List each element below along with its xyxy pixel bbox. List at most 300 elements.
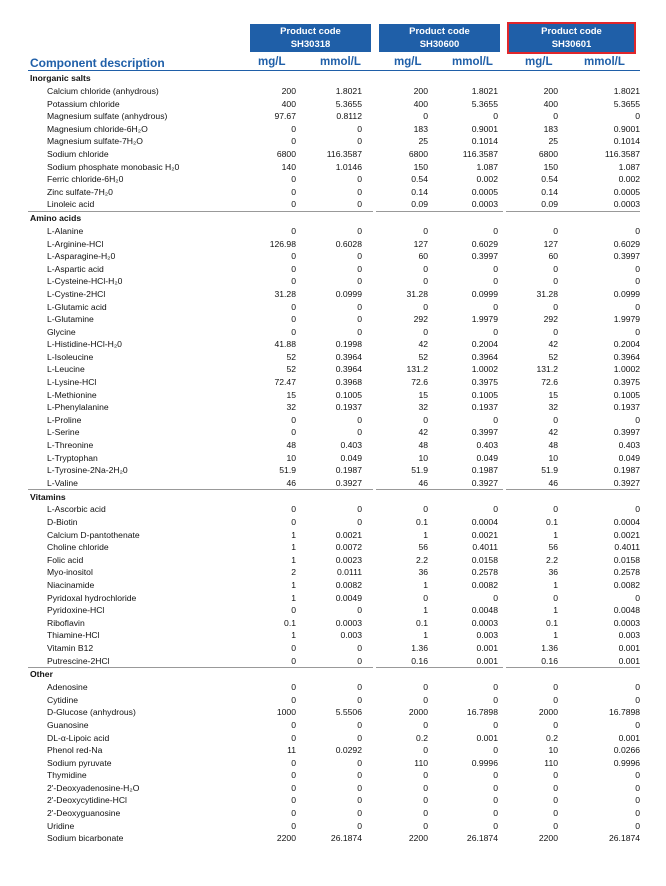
table-row bbox=[28, 238, 640, 251]
value-mmol-per-l: 0.3975 bbox=[613, 377, 641, 388]
value-mg-per-l: 0 bbox=[423, 745, 428, 756]
value-mg-per-l: 0.16 bbox=[411, 655, 428, 666]
value-mg-per-l: 0 bbox=[291, 225, 296, 236]
value-mmol-per-l: 0.0021 bbox=[335, 529, 362, 540]
value-mg-per-l: 72.6 bbox=[541, 377, 558, 388]
value-mmol-per-l: 1.087 bbox=[618, 161, 641, 172]
table-row bbox=[28, 769, 640, 782]
value-mmol-per-l: 0.3968 bbox=[335, 377, 362, 388]
value-mg-per-l: 1 bbox=[423, 579, 428, 590]
value-mg-per-l: 0.1 bbox=[416, 517, 428, 527]
section-header-row bbox=[28, 211, 640, 225]
value-mg-per-l: 0 bbox=[291, 123, 296, 134]
table-row bbox=[28, 757, 640, 770]
value-mg-per-l: 0 bbox=[423, 795, 428, 806]
value-mmol-per-l: 0.0082 bbox=[335, 579, 362, 590]
value-mg-per-l: 52 bbox=[286, 364, 296, 375]
value-mg-per-l: 6800 bbox=[538, 148, 558, 159]
value-mmol-per-l: 0.6028 bbox=[335, 238, 362, 249]
value-mg-per-l: 41.88 bbox=[274, 339, 296, 350]
component-name: L-Histidine-HCl-H₂0 bbox=[47, 339, 122, 350]
value-mmol-per-l: 0.1005 bbox=[335, 389, 362, 400]
value-mg-per-l: 10 bbox=[548, 452, 558, 463]
component-name: Guanosine bbox=[47, 719, 89, 730]
value-mmol-per-l: 0.049 bbox=[476, 452, 498, 463]
component-name: L-Aspartic acid bbox=[47, 263, 104, 274]
value-mmol-per-l: 0.8112 bbox=[336, 111, 362, 122]
value-mg-per-l: 1 bbox=[291, 554, 296, 565]
value-mg-per-l: 0.54 bbox=[411, 174, 428, 185]
table-row bbox=[28, 706, 640, 719]
value-mg-per-l: 0 bbox=[291, 732, 296, 743]
value-mg-per-l: 25 bbox=[548, 136, 558, 147]
section-header-row bbox=[28, 490, 640, 504]
value-mg-per-l: 72.47 bbox=[274, 377, 296, 388]
table-row bbox=[28, 604, 640, 617]
product-header-3-code: SH30601 bbox=[551, 38, 592, 50]
value-mg-per-l: 6800 bbox=[408, 148, 428, 159]
value-mg-per-l: 31.28 bbox=[406, 288, 428, 299]
table-row bbox=[28, 288, 640, 301]
value-mmol-per-l: 1.0002 bbox=[613, 364, 641, 375]
value-mg-per-l: 1000 bbox=[276, 707, 296, 718]
value-mg-per-l: 25 bbox=[418, 136, 428, 147]
component-name: Thymidine bbox=[47, 770, 87, 781]
value-mg-per-l: 6800 bbox=[276, 148, 296, 159]
value-mg-per-l: 31.28 bbox=[536, 288, 558, 299]
value-mg-per-l: 0 bbox=[423, 782, 428, 793]
table-row bbox=[28, 529, 640, 542]
value-mg-per-l: 0 bbox=[423, 820, 428, 831]
value-mg-per-l: 0 bbox=[423, 276, 428, 287]
product-header-2-code: SH30600 bbox=[419, 38, 460, 50]
value-mmol-per-l: 26.1874 bbox=[609, 833, 641, 844]
value-mmol-per-l: 0 bbox=[493, 592, 498, 603]
value-mmol-per-l: 0 bbox=[635, 719, 641, 730]
value-mmol-per-l: 0.002 bbox=[476, 174, 498, 185]
component-name: L-Arginine-HCl bbox=[47, 238, 104, 249]
value-mmol-per-l: 0.0999 bbox=[335, 288, 362, 299]
component-name: DL-α-Lipoic acid bbox=[47, 732, 110, 743]
component-name: L-Methionine bbox=[47, 389, 97, 400]
value-mg-per-l: 0.1 bbox=[284, 617, 296, 628]
value-mmol-per-l: 0 bbox=[493, 682, 498, 693]
unit-mmol-2: mmol/L bbox=[452, 56, 493, 68]
value-mmol-per-l: 0.1005 bbox=[471, 389, 498, 400]
table-row bbox=[28, 389, 640, 402]
product-header-1 bbox=[250, 24, 371, 52]
value-mmol-per-l: 0.0158 bbox=[613, 554, 641, 565]
value-mmol-per-l: 0 bbox=[493, 326, 498, 337]
value-mg-per-l: 97.67 bbox=[274, 111, 296, 122]
value-mmol-per-l: 0.2004 bbox=[471, 339, 498, 350]
value-mmol-per-l: 0.0021 bbox=[471, 529, 498, 540]
value-mmol-per-l: 0 bbox=[493, 504, 498, 515]
value-mmol-per-l: 0 bbox=[635, 682, 641, 693]
table-row bbox=[28, 477, 640, 490]
value-mg-per-l: 0 bbox=[423, 504, 428, 515]
value-mg-per-l: 15 bbox=[418, 389, 428, 400]
value-mmol-per-l: 0 bbox=[635, 326, 641, 337]
column-separator bbox=[503, 72, 506, 862]
value-mg-per-l: 0 bbox=[291, 770, 296, 781]
value-mmol-per-l: 0.4011 bbox=[472, 542, 498, 553]
value-mmol-per-l: 0.0003 bbox=[471, 617, 498, 628]
value-mmol-per-l: 0.9996 bbox=[613, 757, 641, 768]
value-mmol-per-l: 26.1874 bbox=[466, 833, 498, 844]
value-mg-per-l: 48 bbox=[418, 440, 428, 451]
value-mmol-per-l: 1.8021 bbox=[613, 86, 641, 96]
value-mg-per-l: 32 bbox=[548, 402, 558, 413]
value-mmol-per-l: 0 bbox=[357, 655, 362, 666]
table-row bbox=[28, 464, 640, 477]
value-mg-per-l: 0 bbox=[291, 795, 296, 806]
value-mmol-per-l: 0.001 bbox=[476, 642, 498, 653]
component-name: Linoleic acid bbox=[47, 199, 95, 210]
value-mmol-per-l: 0.6029 bbox=[471, 238, 498, 249]
section-title: Amino acids bbox=[28, 211, 640, 225]
value-mmol-per-l: 0.0004 bbox=[471, 517, 498, 527]
unit-mmol-1: mmol/L bbox=[320, 56, 361, 68]
component-name: Riboflavin bbox=[47, 617, 85, 628]
value-mg-per-l: 0 bbox=[553, 263, 558, 274]
value-mmol-per-l: 0 bbox=[357, 820, 362, 831]
value-mg-per-l: 0.09 bbox=[411, 199, 428, 210]
value-mg-per-l: 31.28 bbox=[274, 288, 296, 299]
value-mg-per-l: 292 bbox=[413, 314, 428, 325]
value-mmol-per-l: 0 bbox=[493, 795, 498, 806]
value-mmol-per-l: 0.0003 bbox=[335, 617, 362, 628]
table-row bbox=[28, 426, 640, 439]
value-mmol-per-l: 0 bbox=[493, 276, 498, 287]
value-mg-per-l: 0 bbox=[553, 592, 558, 603]
value-mg-per-l: 0 bbox=[291, 655, 296, 666]
value-mmol-per-l: 0.1987 bbox=[471, 465, 498, 476]
value-mmol-per-l: 16.7898 bbox=[609, 707, 641, 718]
value-mmol-per-l: 0 bbox=[357, 186, 362, 197]
value-mg-per-l: 0 bbox=[553, 301, 558, 312]
table-row bbox=[28, 363, 640, 376]
value-mg-per-l: 0 bbox=[423, 225, 428, 236]
table-row bbox=[28, 694, 640, 707]
table-row bbox=[28, 794, 640, 807]
value-mg-per-l: 51.9 bbox=[411, 465, 428, 476]
value-mg-per-l: 0.14 bbox=[541, 186, 558, 197]
value-mg-per-l: 1 bbox=[423, 605, 428, 616]
value-mg-per-l: 11 bbox=[287, 745, 296, 756]
composition-table-body bbox=[28, 72, 640, 845]
component-name: L-Tyrosine-2Na-2H₂0 bbox=[47, 465, 128, 476]
component-name: Uridine bbox=[47, 820, 75, 831]
value-mmol-per-l: 0.002 bbox=[618, 174, 641, 185]
table-row bbox=[28, 250, 640, 263]
value-mmol-per-l: 0 bbox=[635, 808, 641, 819]
value-mg-per-l: 2000 bbox=[538, 707, 558, 718]
value-mmol-per-l: 0 bbox=[635, 111, 641, 122]
value-mg-per-l: 0 bbox=[423, 694, 428, 705]
table-row bbox=[28, 135, 640, 148]
table-row bbox=[28, 85, 640, 98]
value-mmol-per-l: 0.2578 bbox=[471, 567, 498, 578]
value-mg-per-l: 10 bbox=[418, 452, 428, 463]
value-mg-per-l: 1 bbox=[553, 579, 558, 590]
value-mg-per-l: 126.98 bbox=[269, 238, 296, 249]
value-mg-per-l: 2200 bbox=[538, 833, 558, 844]
value-mg-per-l: 0.1 bbox=[546, 617, 558, 628]
value-mmol-per-l: 0.0999 bbox=[613, 288, 641, 299]
value-mmol-per-l: 0 bbox=[493, 225, 498, 236]
value-mmol-per-l: 0 bbox=[357, 605, 362, 616]
value-mmol-per-l: 0.0023 bbox=[335, 554, 362, 565]
component-name: L-Ascorbic acid bbox=[47, 504, 106, 515]
value-mg-per-l: 1 bbox=[291, 592, 296, 603]
value-mmol-per-l: 0 bbox=[635, 504, 641, 515]
value-mg-per-l: 110 bbox=[544, 757, 558, 768]
value-mg-per-l: 0 bbox=[291, 251, 296, 262]
value-mg-per-l: 0 bbox=[553, 820, 558, 831]
table-row bbox=[28, 503, 640, 516]
component-name: Thiamine-HCl bbox=[47, 630, 100, 641]
value-mg-per-l: 42 bbox=[418, 339, 428, 350]
component-name: Sodium phosphate monobasic H₂0 bbox=[47, 161, 180, 172]
value-mmol-per-l: 116.3587 bbox=[326, 148, 362, 159]
value-mmol-per-l: 0.403 bbox=[618, 440, 641, 451]
value-mmol-per-l: 0.0005 bbox=[613, 186, 641, 197]
table-row bbox=[28, 401, 640, 414]
value-mmol-per-l: 0.403 bbox=[476, 440, 498, 451]
value-mg-per-l: 56 bbox=[418, 542, 428, 553]
value-mg-per-l: 0.09 bbox=[541, 199, 558, 210]
value-mmol-per-l: 0.0004 bbox=[613, 517, 641, 527]
table-row bbox=[28, 376, 640, 389]
component-name: Adenosine bbox=[47, 682, 88, 693]
table-row bbox=[28, 554, 640, 567]
component-name: D-Biotin bbox=[47, 517, 78, 527]
value-mmol-per-l: 0.4011 bbox=[614, 542, 641, 553]
column-separator bbox=[373, 72, 376, 862]
component-name: Sodium pyruvate bbox=[47, 757, 112, 768]
value-mg-per-l: 2 bbox=[291, 567, 296, 578]
value-mmol-per-l: 0.0005 bbox=[471, 186, 498, 197]
value-mg-per-l: 15 bbox=[286, 389, 296, 400]
value-mg-per-l: 0 bbox=[423, 592, 428, 603]
table-row bbox=[28, 617, 640, 630]
value-mmol-per-l: 0.9001 bbox=[613, 123, 641, 134]
value-mg-per-l: 0 bbox=[291, 314, 296, 325]
value-mg-per-l: 0 bbox=[291, 427, 296, 438]
component-name: L-Cysteine-HCl-H₂0 bbox=[47, 276, 123, 287]
table-row bbox=[28, 655, 640, 668]
value-mg-per-l: 0 bbox=[291, 263, 296, 274]
section-header-row bbox=[28, 668, 640, 682]
value-mmol-per-l: 0.0266 bbox=[613, 745, 641, 756]
value-mg-per-l: 0 bbox=[423, 111, 428, 122]
value-mmol-per-l: 0 bbox=[357, 719, 362, 730]
component-name: L-Lysine-HCl bbox=[47, 377, 97, 388]
component-name: Magnesium chloride-6H₂O bbox=[47, 123, 148, 134]
section-title: Inorganic salts bbox=[30, 73, 91, 84]
value-mmol-per-l: 0.003 bbox=[476, 630, 498, 641]
value-mg-per-l: 0 bbox=[291, 719, 296, 730]
value-mmol-per-l: 0.1987 bbox=[335, 465, 362, 476]
value-mmol-per-l: 0.0158 bbox=[471, 554, 498, 565]
value-mmol-per-l: 0 bbox=[635, 414, 641, 425]
value-mmol-per-l: 0.3997 bbox=[613, 427, 641, 438]
value-mmol-per-l: 0.3927 bbox=[471, 477, 498, 488]
table-row bbox=[28, 744, 640, 757]
component-name: L-Cystine-2HCl bbox=[47, 288, 106, 299]
component-name: Phenol red-Na bbox=[47, 745, 103, 756]
value-mg-per-l: 72.6 bbox=[411, 377, 428, 388]
value-mg-per-l: 42 bbox=[548, 339, 558, 350]
value-mmol-per-l: 5.3655 bbox=[471, 98, 498, 109]
component-name: Folic acid bbox=[47, 554, 84, 565]
component-name: Putrescine-2HCl bbox=[47, 655, 110, 666]
table-row bbox=[28, 98, 640, 111]
value-mg-per-l: 1 bbox=[291, 529, 296, 540]
value-mg-per-l: 0.2 bbox=[546, 732, 558, 743]
value-mmol-per-l: 0.049 bbox=[618, 452, 641, 463]
value-mg-per-l: 200 bbox=[543, 86, 558, 96]
value-mmol-per-l: 0.0003 bbox=[471, 199, 498, 210]
value-mmol-per-l: 0.049 bbox=[340, 452, 362, 463]
table-row bbox=[28, 351, 640, 364]
table-row bbox=[28, 541, 640, 554]
value-mmol-per-l: 0 bbox=[357, 326, 362, 337]
value-mmol-per-l: 0 bbox=[357, 276, 362, 287]
table-row bbox=[28, 439, 640, 452]
value-mg-per-l: 0 bbox=[291, 757, 296, 768]
value-mmol-per-l: 0 bbox=[635, 276, 641, 287]
value-mg-per-l: 200 bbox=[413, 86, 428, 96]
value-mg-per-l: 52 bbox=[418, 351, 428, 362]
value-mmol-per-l: 0.001 bbox=[476, 655, 498, 666]
value-mg-per-l: 0 bbox=[423, 682, 428, 693]
value-mg-per-l: 2.2 bbox=[416, 554, 428, 565]
table-row bbox=[28, 198, 640, 211]
value-mmol-per-l: 116.3587 bbox=[462, 148, 498, 159]
value-mg-per-l: 0 bbox=[291, 820, 296, 831]
value-mg-per-l: 0 bbox=[291, 517, 296, 527]
unit-mg-3: mg/L bbox=[525, 56, 553, 68]
table-row bbox=[28, 807, 640, 820]
value-mg-per-l: 0.54 bbox=[541, 174, 558, 185]
component-description-heading: Component description bbox=[30, 56, 165, 70]
value-mmol-per-l: 0.001 bbox=[618, 732, 641, 743]
value-mg-per-l: 0.14 bbox=[411, 186, 428, 197]
component-name: L-Glutamic acid bbox=[47, 301, 107, 312]
value-mg-per-l: 0 bbox=[553, 326, 558, 337]
component-name: Pyridoxine-HCl bbox=[47, 605, 105, 616]
value-mg-per-l: 0 bbox=[553, 782, 558, 793]
value-mg-per-l: 2000 bbox=[408, 707, 428, 718]
value-mmol-per-l: 0 bbox=[493, 301, 498, 312]
value-mmol-per-l: 0 bbox=[635, 225, 641, 236]
value-mmol-per-l: 26.1874 bbox=[330, 833, 362, 844]
component-name: L-Glutamine bbox=[47, 314, 94, 325]
value-mmol-per-l: 0.3964 bbox=[613, 351, 641, 362]
value-mmol-per-l: 0.001 bbox=[476, 732, 498, 743]
product-header-3-line1: Product code bbox=[541, 26, 602, 37]
table-row bbox=[28, 313, 640, 326]
component-name: L-Asparagine-H₂0 bbox=[47, 251, 116, 262]
value-mg-per-l: 0.1 bbox=[416, 617, 428, 628]
value-mmol-per-l: 0 bbox=[493, 820, 498, 831]
value-mg-per-l: 0 bbox=[291, 136, 296, 147]
value-mmol-per-l: 0.3927 bbox=[613, 477, 641, 488]
value-mmol-per-l: 0 bbox=[357, 795, 362, 806]
value-mg-per-l: 292 bbox=[543, 314, 558, 325]
value-mg-per-l: 0 bbox=[553, 682, 558, 693]
value-mg-per-l: 56 bbox=[548, 542, 558, 553]
table-row bbox=[28, 161, 640, 174]
value-mmol-per-l: 0 bbox=[357, 174, 362, 185]
product-header-2-line1: Product code bbox=[409, 26, 470, 37]
table-row bbox=[28, 681, 640, 694]
value-mmol-per-l: 0 bbox=[493, 263, 498, 274]
product-header-1-line1: Product code bbox=[280, 26, 341, 37]
component-name: Zinc sulfate-7H₂0 bbox=[47, 186, 113, 197]
value-mmol-per-l: 0 bbox=[635, 770, 641, 781]
value-mmol-per-l: 0.9001 bbox=[471, 123, 498, 134]
component-name: Myo-inositol bbox=[47, 567, 93, 578]
value-mg-per-l: 0 bbox=[291, 682, 296, 693]
value-mg-per-l: 0 bbox=[553, 111, 558, 122]
value-mg-per-l: 1 bbox=[423, 529, 428, 540]
value-mg-per-l: 183 bbox=[543, 123, 558, 134]
value-mg-per-l: 400 bbox=[413, 98, 428, 109]
unit-mmol-3: mmol/L bbox=[584, 56, 625, 68]
value-mmol-per-l: 0 bbox=[357, 199, 362, 210]
component-name: Sodium bicarbonate bbox=[47, 833, 124, 844]
value-mg-per-l: 0 bbox=[423, 301, 428, 312]
table-row bbox=[28, 782, 640, 795]
value-mmol-per-l: 0.3997 bbox=[471, 427, 498, 438]
value-mmol-per-l: 0.3964 bbox=[471, 351, 498, 362]
value-mmol-per-l: 0.3997 bbox=[613, 251, 641, 262]
value-mg-per-l: 127 bbox=[413, 238, 428, 249]
value-mg-per-l: 131.2 bbox=[536, 364, 558, 375]
value-mg-per-l: 0.1 bbox=[546, 517, 558, 527]
component-name: L-Phenylalanine bbox=[47, 402, 109, 413]
value-mmol-per-l: 0 bbox=[493, 694, 498, 705]
value-mg-per-l: 0 bbox=[291, 808, 296, 819]
value-mg-per-l: 150 bbox=[413, 161, 428, 172]
table-row bbox=[28, 110, 640, 123]
table-row bbox=[28, 642, 640, 655]
value-mg-per-l: 1.36 bbox=[541, 642, 558, 653]
value-mmol-per-l: 0.0292 bbox=[335, 745, 362, 756]
value-mmol-per-l: 0 bbox=[357, 694, 362, 705]
product-header-2 bbox=[379, 24, 500, 52]
value-mg-per-l: 110 bbox=[414, 757, 428, 768]
table-row bbox=[28, 301, 640, 314]
value-mmol-per-l: 0.0021 bbox=[613, 529, 641, 540]
value-mg-per-l: 400 bbox=[281, 98, 296, 109]
value-mg-per-l: 183 bbox=[413, 123, 428, 134]
value-mg-per-l: 0 bbox=[291, 782, 296, 793]
value-mmol-per-l: 0 bbox=[357, 225, 362, 236]
value-mmol-per-l: 0.1937 bbox=[335, 402, 362, 413]
component-name: Choline chloride bbox=[47, 542, 109, 553]
value-mmol-per-l: 0.3964 bbox=[335, 351, 362, 362]
component-name: Vitamin B12 bbox=[47, 642, 94, 653]
value-mmol-per-l: 0.2578 bbox=[613, 567, 641, 578]
value-mmol-per-l: 0 bbox=[357, 123, 362, 134]
value-mmol-per-l: 0.1937 bbox=[613, 402, 641, 413]
unit-mg-2: mg/L bbox=[394, 56, 422, 68]
value-mmol-per-l: 0.3927 bbox=[335, 477, 362, 488]
